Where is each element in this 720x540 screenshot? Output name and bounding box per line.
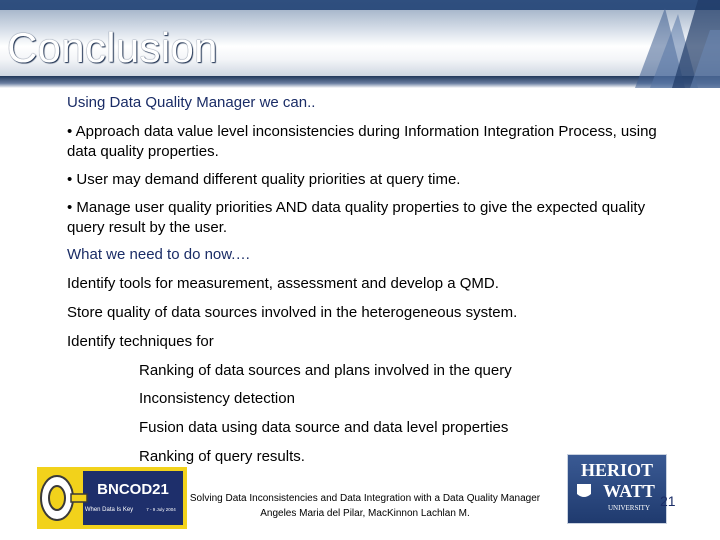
- bullet-item: • Approach data value level inconsistencies during Information Integration Process, using data quality properties.: [67, 123, 657, 160]
- todo-item: Store quality of data sources involved in the heterogeneous system.: [67, 304, 518, 321]
- bullet-item: • User may demand different quality priorities at query time.: [67, 171, 461, 188]
- intro-text: Using Data Quality Manager we can..: [67, 94, 316, 111]
- section-heading: What we need to do now.…: [67, 246, 251, 263]
- sub-item: Ranking of data sources and plans involved in the query: [139, 362, 512, 379]
- slide-title: Conclusion: [7, 24, 218, 71]
- page-number: 21: [660, 493, 676, 509]
- todo-item: Identify techniques for: [67, 333, 214, 350]
- svg-text:7 - 9 July 2004: 7 - 9 July 2004: [146, 507, 176, 512]
- svg-text:When Data Is Key: When Data Is Key: [84, 507, 134, 513]
- svg-text:UNIVERSITY: UNIVERSITY: [608, 504, 650, 512]
- bncod-logo: [37, 467, 187, 529]
- title-bar: [0, 0, 720, 88]
- svg-text:HERIOT: HERIOT: [580, 460, 654, 480]
- sub-item: Inconsistency detection: [139, 390, 295, 407]
- footer-authors: Angeles Maria del Pilar, MacKinnon Lachlan M.: [260, 508, 470, 519]
- header-decoration: [460, 0, 720, 88]
- footer: [185, 491, 545, 521]
- footer-title: Solving Data Inconsistencies and Data Integration with a Data Quality Manager: [189, 493, 541, 504]
- svg-text:WATT: WATT: [603, 481, 655, 501]
- todo-item: Identify tools for measurement, assessment and develop a QMD.: [67, 275, 499, 292]
- bullet-item: • Manage user quality priorities AND data quality properties to give the expected quality query result by the user.: [67, 199, 646, 236]
- heriot-watt-logo: [567, 454, 667, 524]
- sub-item: Fusion data using data source and data level properties: [139, 419, 509, 436]
- svg-text:BNCOD21: BNCOD21: [97, 481, 169, 498]
- sub-item: Ranking of query results.: [139, 448, 305, 465]
